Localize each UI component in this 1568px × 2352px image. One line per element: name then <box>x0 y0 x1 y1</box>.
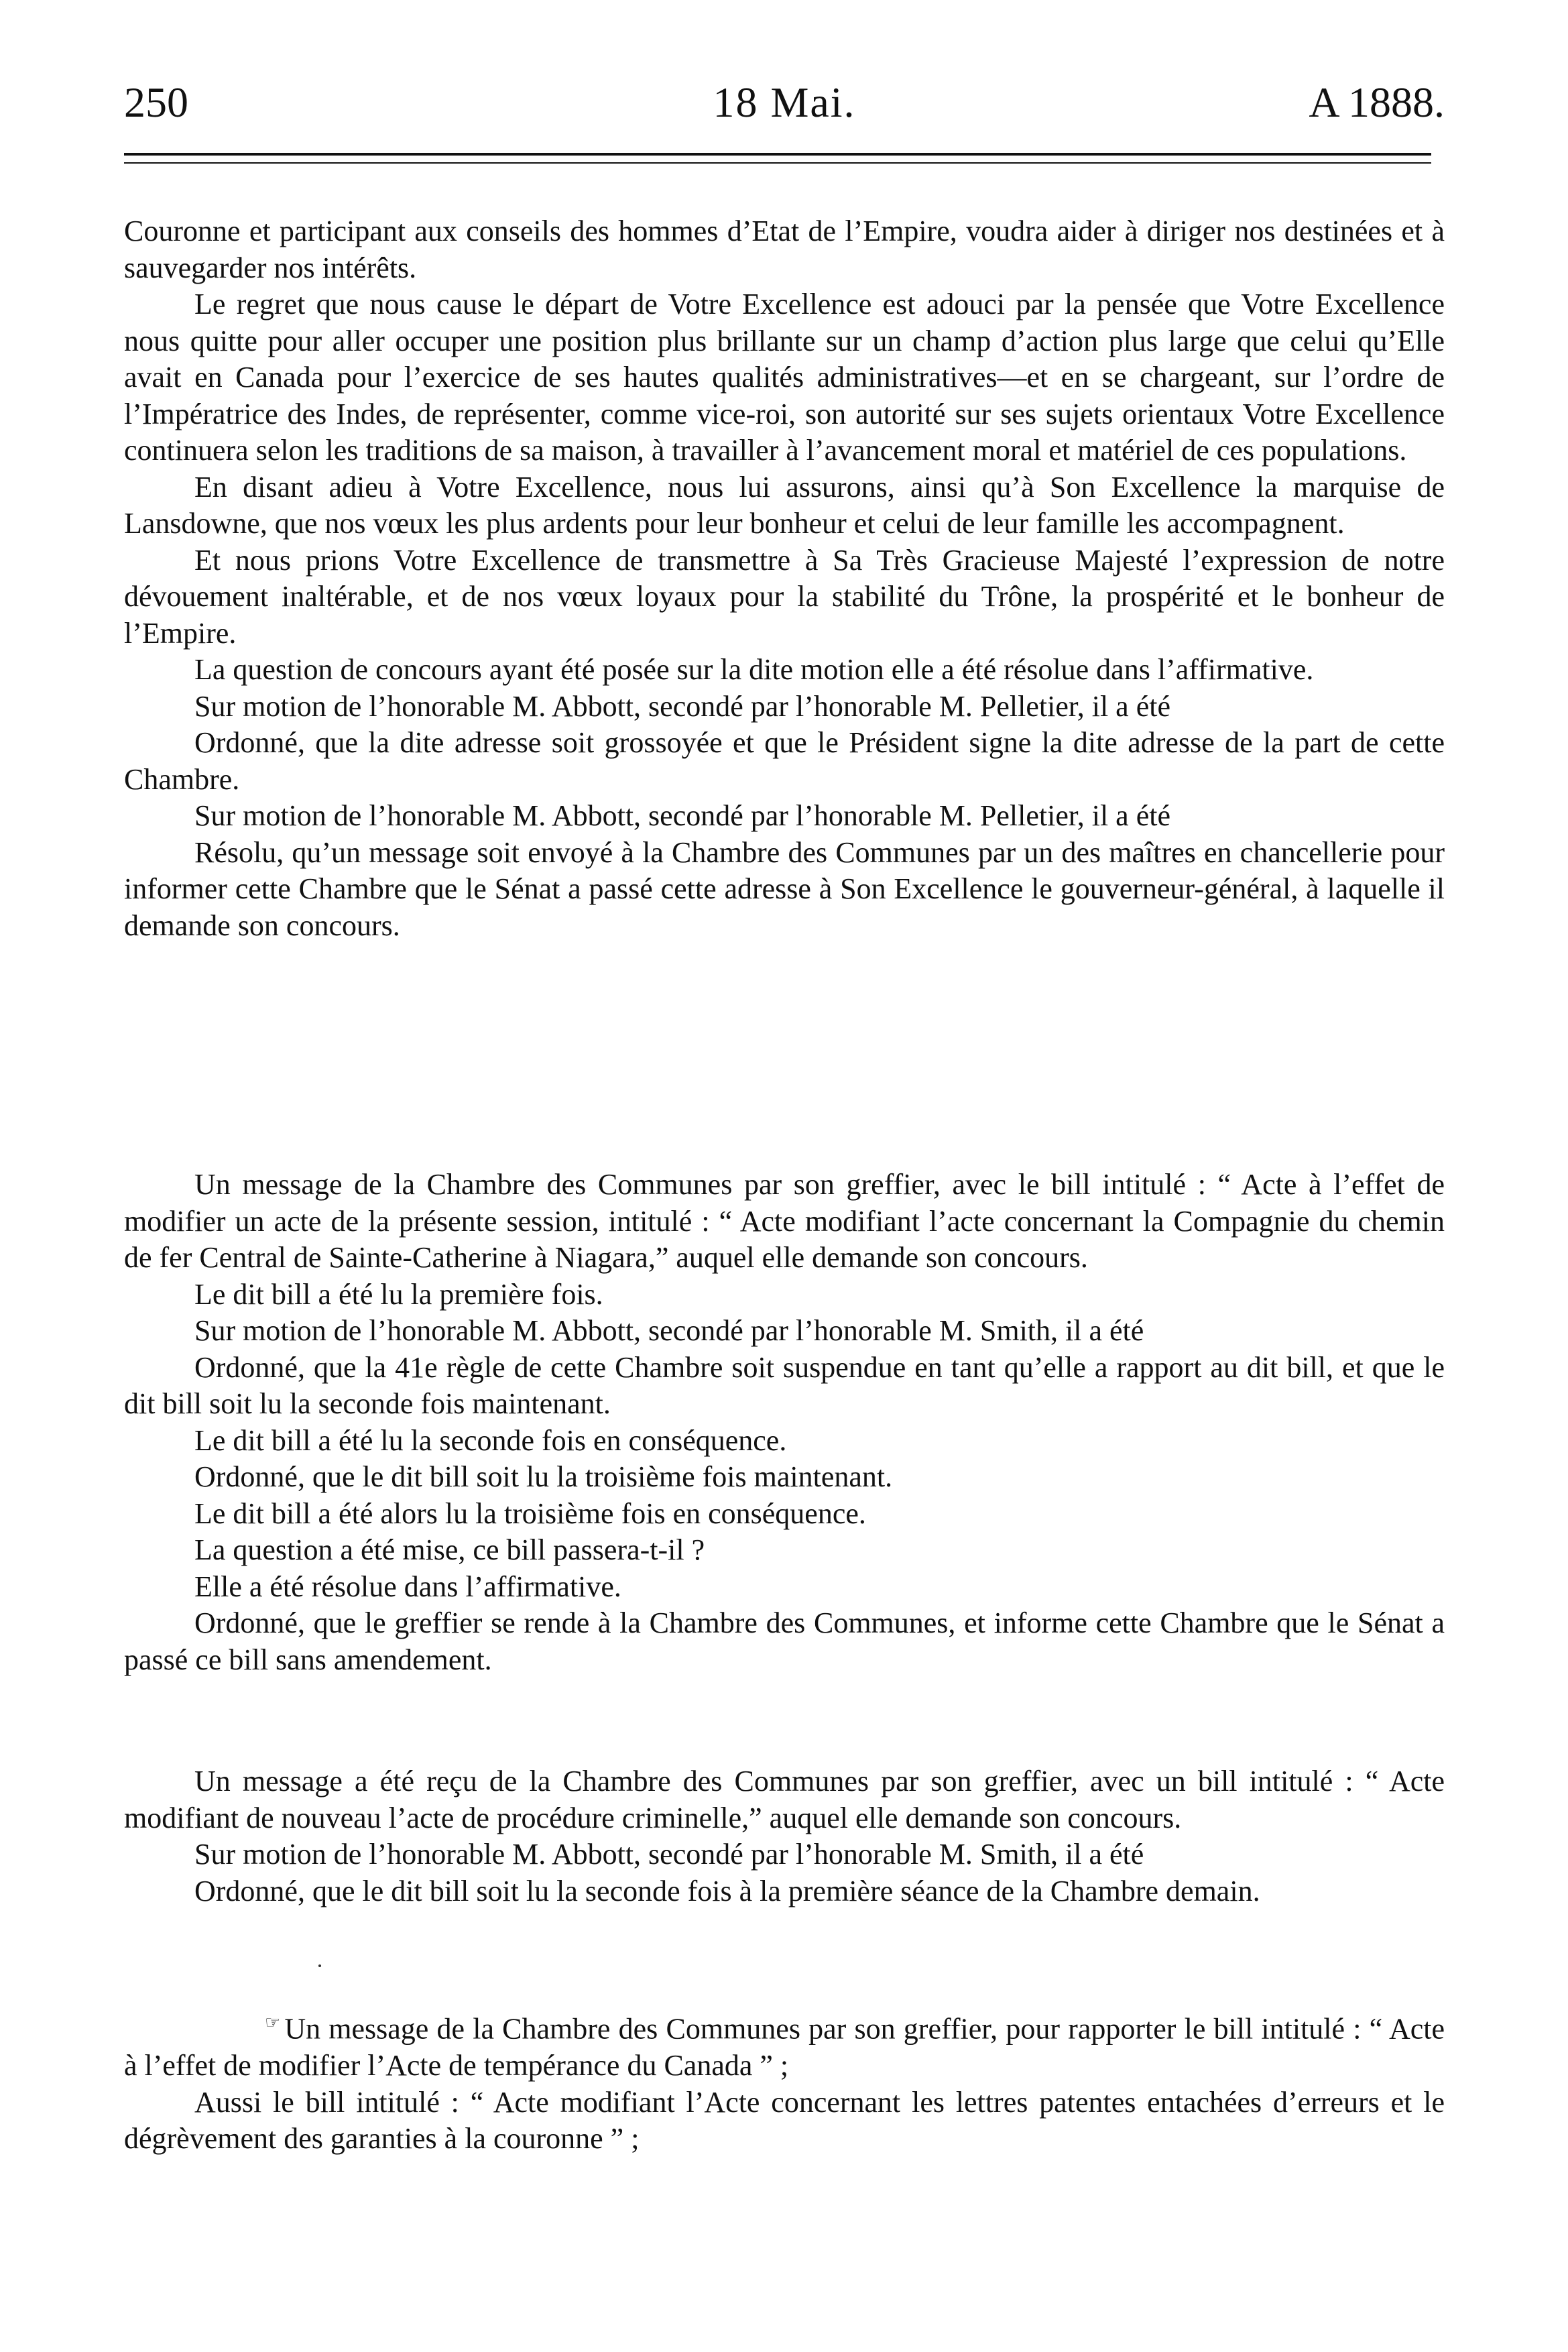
header-rule-thick <box>124 153 1431 156</box>
page-number: 250 <box>124 78 188 126</box>
paragraph: La question a été mise, ce bill passera-t-il ? <box>194 1533 705 1566</box>
paragraph: Couronne et participant aux conseils des hommes d’Etat de l’Empire, voudra aider à diriger nos destinées et à sauvegarder nos intérêts. <box>124 215 1445 284</box>
page-header <box>124 72 1445 133</box>
paragraph: Ordonné, que le dit bill soit lu la troisième fois maintenant. <box>194 1460 893 1493</box>
paragraph: Ordonné, que la 41e règle de cette Chambre soit suspendue en tant qu’elle a rapport au dit bill, et que le dit bill soit lu la seconde fois maintenant. <box>124 1350 1445 1420</box>
paragraph: Ordonné, que le greffier se rende à la Chambre des Communes, et informe cette Chambre que le Sénat a passé ce bill sans amendement. <box>124 1606 1445 1676</box>
paragraph: Le dit bill a été alors lu la troisième fois en conséquence. <box>194 1496 866 1530</box>
section-bill-criminal-procedure <box>124 1763 1445 1909</box>
section-bills-returned <box>124 2005 1445 2158</box>
header-rule-thin <box>124 162 1431 164</box>
paragraph: Sur motion de l’honorable M. Abbott, secondé par l’honorable M. Pelletier, il a été <box>194 689 1170 723</box>
paragraph: Un message de la Chambre des Communes par son greffier, avec le bill intitulé : “ Acte à l’effet de modifier un acte de la présente session, intitulé : “ Acte modifiant l’acte concernant la Compagnie du chemin de fer Central de Sainte-Catherine à Niagara,” auquel elle demande son concours. <box>124 1168 1445 1274</box>
paragraph: La question de concours ayant été posée sur la dite motion elle a été résolue dans l’affirmative. <box>194 653 1314 686</box>
paragraph: Et nous prions Votre Excellence de transmettre à Sa Très Gracieuse Majesté l’expression de notre dévouement inaltérable, et de nos vœux loyaux pour la stabilité du Trône, la prospérité et le bonheur de l’Empire. <box>124 543 1445 650</box>
section-address <box>124 213 1445 944</box>
paragraph: Résolu, qu’un message soit envoyé à la Chambre des Communes par un des maîtres en chancellerie pour informer cette Chambre que le Sénat a passé cette adresse à Son Excellence le gouverneur-général, à laquelle il demande son concours. <box>124 835 1445 942</box>
paragraph: Le regret que nous cause le départ de Votre Excellence est adouci par la pensée que Votre Excellence nous quitte pour aller occuper une position plus brillante sur un champ d’action plus large que celui qu’Elle avait en Canada pour l’exercice de ses hautes qualités administratives—et en se chargeant, sur l’ordre de l’Impératrice des Indes, de représenter, comme vice-roi, son autorité sur ses sujets orientaux Votre Excellence continuera selon les traditions de sa maison, à travailler à l’avancement moral et matériel de ces populations. <box>124 288 1445 467</box>
paragraph: Le dit bill a été lu la seconde fois en conséquence. <box>194 1423 787 1457</box>
pointing-hand-icon: ☞ <box>265 2013 280 2032</box>
section-bill-niagara <box>124 1167 1445 1678</box>
paragraph: Sur motion de l’honorable M. Abbott, secondé par l’honorable M. Smith, il a été <box>194 1314 1144 1347</box>
paragraph <box>124 2005 1445 2084</box>
header-year: A 1888. <box>1309 78 1445 126</box>
paragraph: Aussi le bill intitulé : “ Acte modifiant l’Acte concernant les lettres patentes entachées d’erreurs et le dégrèvement des garanties à la couronne ” ; <box>124 2085 1445 2156</box>
paragraph: Sur motion de l’honorable M. Abbott, secondé par l’honorable M. Smith, il a été <box>194 1838 1144 1871</box>
paragraph: Sur motion de l’honorable M. Abbott, secondé par l’honorable M. Pelletier, il a été <box>194 799 1170 832</box>
paragraph: Ordonné, que le dit bill soit lu la seconde fois à la première séance de la Chambre demain. <box>194 1874 1260 1907</box>
paragraph: Ordonné, que la dite adresse soit grossoyée et que le Président signe la dite adresse de la part de cette Chambre. <box>124 726 1445 796</box>
paragraph: Le dit bill a été lu la première fois. <box>194 1277 603 1311</box>
header-date: 18 Mai. <box>713 78 856 126</box>
paragraph: En disant adieu à Votre Excellence, nous lui assurons, ainsi qu’à Son Excellence la marquise de Lansdowne, que nos vœux les plus ardents pour leur bonheur et celui de leur famille les accompagnent. <box>124 470 1445 540</box>
document-page <box>124 0 1445 2352</box>
paragraph-text: Un message de la Chambre des Communes par son greffier, pour rapporter le bill intitulé : “ Acte à l’effet de modifier l’Acte de tempérance du Canada ” ; <box>124 2012 1445 2082</box>
stray-dot <box>318 1964 321 1967</box>
paragraph: Elle a été résolue dans l’affirmative. <box>194 1570 621 1603</box>
paragraph: Un message a été reçu de la Chambre des Communes par son greffier, avec un bill intitulé : “ Acte modifiant de nouveau l’acte de procédure criminelle,” auquel elle demande son concours. <box>124 1765 1445 1834</box>
